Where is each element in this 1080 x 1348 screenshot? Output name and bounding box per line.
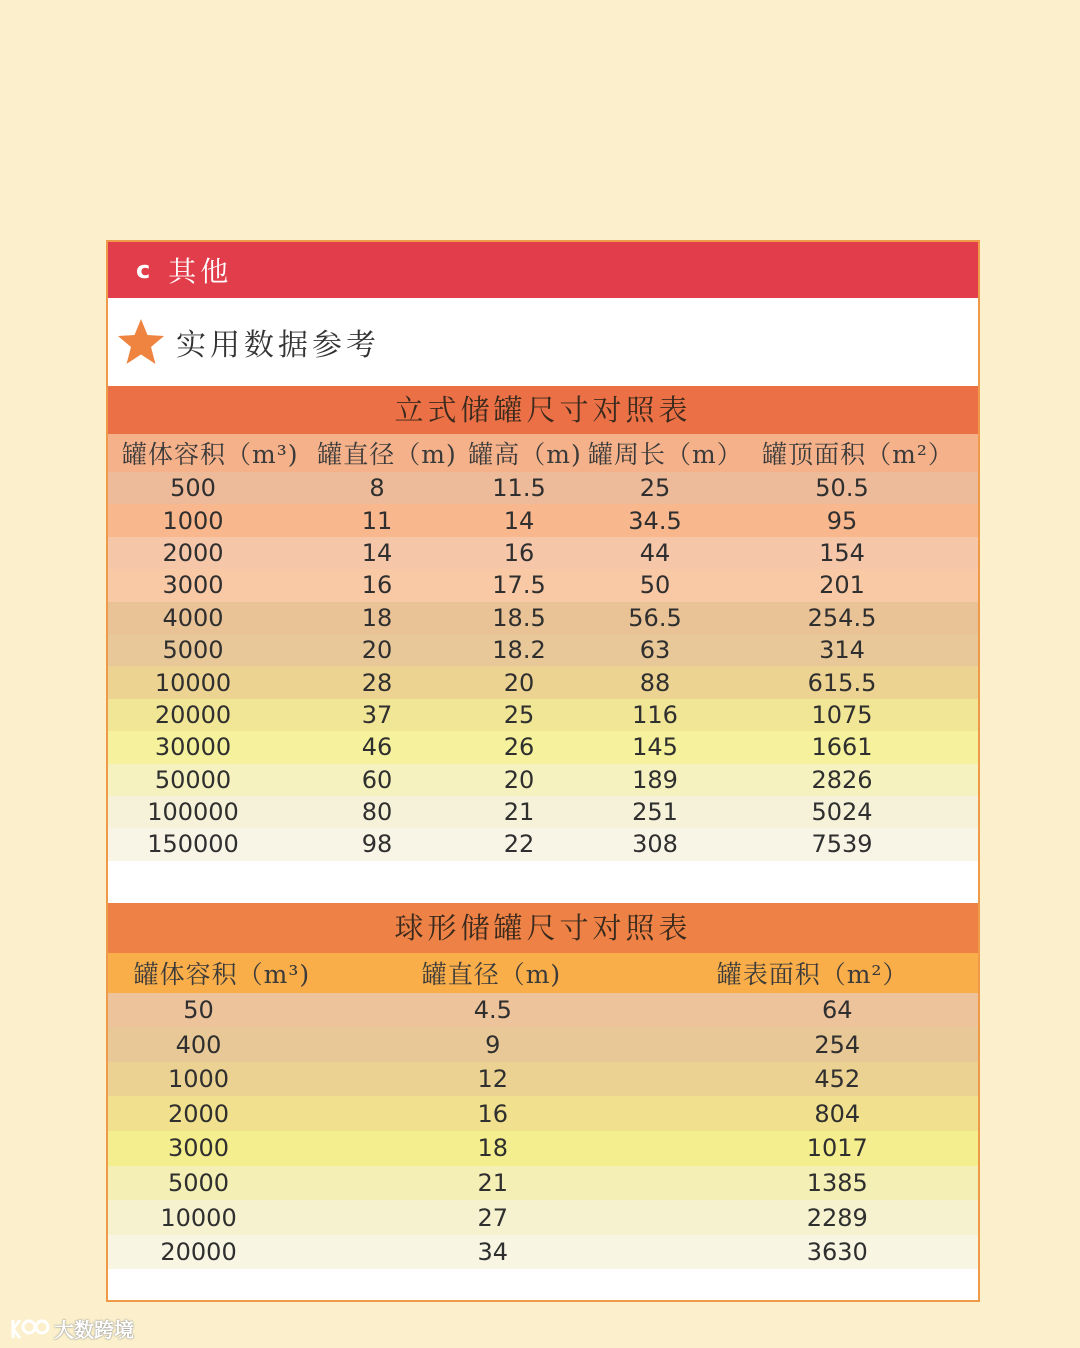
- table-row: [108, 731, 978, 763]
- watermark-logo-icon: [10, 1316, 50, 1342]
- table-cell: 1000: [168, 1065, 230, 1094]
- table-row: [108, 764, 978, 796]
- table-cell: 308: [632, 830, 678, 859]
- table-cell: 22: [503, 830, 535, 859]
- table-cell: 201: [819, 571, 865, 600]
- column-header: 罐体容积（m³): [133, 959, 311, 989]
- table-cell: 3630: [806, 1238, 868, 1267]
- column-header: 罐周长（m）: [588, 440, 743, 469]
- table-row: [108, 1131, 978, 1166]
- table-cell: 18: [361, 603, 393, 632]
- table-cell: 615.5: [807, 668, 877, 697]
- table-cell: 44: [639, 538, 671, 567]
- table-row: [108, 1027, 978, 1062]
- table-cell: 30000: [154, 733, 232, 762]
- table-cell: 64: [821, 995, 853, 1024]
- table-cell: 254.5: [807, 603, 877, 632]
- column-header: 罐体容积（m³): [122, 440, 299, 469]
- table-cell: 314: [819, 636, 865, 665]
- table-cell: 26: [503, 733, 535, 762]
- table-cell: 50: [183, 995, 214, 1024]
- table-cell: 3000: [162, 571, 224, 600]
- table-cell: 20000: [160, 1238, 237, 1267]
- table-cell: 46: [361, 733, 393, 762]
- column-header: 罐高（m): [468, 440, 582, 469]
- table-cell: 20000: [154, 700, 232, 729]
- table-cell: 2289: [806, 1203, 868, 1232]
- table-row: [108, 699, 978, 731]
- table-cell: 14: [503, 506, 535, 535]
- table-cell: 10000: [160, 1203, 237, 1232]
- vertical-tank-table: [108, 386, 978, 861]
- table-row: [108, 1235, 978, 1270]
- table-cell: 4.5: [473, 995, 512, 1024]
- table-cell: 16: [477, 1099, 509, 1128]
- section-title: 其他: [168, 255, 233, 288]
- sphere-table-body: [108, 993, 978, 1270]
- table-cell: 1017: [806, 1134, 868, 1163]
- section-header: [108, 242, 978, 298]
- subheading: [108, 298, 978, 386]
- table-cell: 56.5: [628, 603, 682, 632]
- table-cell: 12: [477, 1065, 509, 1094]
- table-cell: 804: [814, 1099, 861, 1128]
- table-cell: 50: [639, 571, 671, 600]
- table-cell: 25: [639, 474, 671, 503]
- table-row: [108, 472, 978, 504]
- table-cell: 20: [361, 636, 393, 665]
- table-cell: 18: [477, 1134, 509, 1163]
- table-cell: 11.5: [492, 474, 546, 503]
- table-row: [108, 537, 978, 569]
- table-cell: 452: [814, 1065, 861, 1094]
- table-cell: 16: [361, 571, 393, 600]
- table-cell: 34.5: [628, 506, 682, 535]
- table-cell: 27: [477, 1203, 509, 1232]
- star-icon: [116, 317, 166, 367]
- table-cell: 116: [632, 700, 678, 729]
- table-cell: 254: [814, 1030, 861, 1059]
- table-cell: 189: [632, 765, 678, 794]
- table-cell: 20: [503, 668, 535, 697]
- table-cell: 1661: [811, 733, 873, 762]
- table-cell: 1075: [811, 700, 873, 729]
- table-cell: 1385: [806, 1168, 868, 1197]
- table-cell: 400: [175, 1030, 222, 1059]
- table-cell: 10000: [154, 668, 232, 697]
- vertical-table-title: 立式储罐尺寸对照表: [108, 386, 978, 434]
- table-row: [108, 1166, 978, 1201]
- table-cell: 50.5: [815, 474, 869, 503]
- table-cell: 1000: [162, 506, 224, 535]
- sphere-table-header: [108, 953, 978, 993]
- table-row: [108, 828, 978, 860]
- table-cell: 5000: [168, 1168, 230, 1197]
- table-cell: 5024: [811, 798, 873, 827]
- table-cell: 100000: [147, 798, 239, 827]
- table-cell: 251: [632, 798, 678, 827]
- watermark: [10, 1314, 134, 1343]
- table-cell: 60: [361, 765, 393, 794]
- table-row: [108, 602, 978, 634]
- vertical-table-header: [108, 434, 978, 472]
- table-cell: 3000: [168, 1134, 230, 1163]
- column-header: 罐顶面积（m²）: [762, 440, 954, 469]
- table-cell: 18.5: [492, 603, 546, 632]
- table-cell: 21: [503, 798, 535, 827]
- table-cell: 63: [639, 636, 671, 665]
- table-cell: 5000: [162, 636, 224, 665]
- table-row: [108, 1062, 978, 1097]
- table-cell: 145: [632, 733, 678, 762]
- table-cell: 2000: [168, 1099, 230, 1128]
- table-row: [108, 569, 978, 601]
- table-cell: 88: [639, 668, 671, 697]
- table-cell: 98: [361, 830, 393, 859]
- column-header: 罐表面积（m²）: [716, 959, 909, 989]
- table-row: [108, 504, 978, 536]
- sphere-table-title: 球形储罐尺寸对照表: [108, 903, 978, 953]
- table-cell: 2000: [162, 538, 224, 567]
- table-cell: 8: [369, 474, 385, 503]
- table-cell: 25: [503, 700, 535, 729]
- table-cell: 14: [361, 538, 393, 567]
- table-row: [108, 1200, 978, 1235]
- table-cell: 50000: [154, 765, 232, 794]
- table-cell: 18.2: [492, 636, 546, 665]
- watermark-text: 大数跨境: [54, 1318, 134, 1342]
- section-letter: c: [136, 256, 151, 284]
- table-cell: 95: [826, 506, 858, 535]
- table-cell: 80: [361, 798, 393, 827]
- table-cell: 9: [485, 1030, 501, 1059]
- table-row: [108, 796, 978, 828]
- table-row: [108, 666, 978, 698]
- table-cell: 16: [503, 538, 535, 567]
- table-spacer: [108, 861, 978, 903]
- table-cell: 7539: [811, 830, 873, 859]
- table-cell: 150000: [147, 830, 239, 859]
- table-cell: 500: [170, 474, 216, 503]
- table-cell: 17.5: [492, 571, 546, 600]
- table-cell: 11: [361, 506, 393, 535]
- table-cell: 34: [477, 1238, 509, 1267]
- column-header: 罐直径（m): [421, 959, 562, 989]
- table-cell: 2826: [811, 765, 873, 794]
- subheading-text: 实用数据参考: [176, 328, 380, 363]
- table-cell: 4000: [162, 603, 224, 632]
- table-row: [108, 1096, 978, 1131]
- table-cell: 37: [361, 700, 393, 729]
- table-row: [108, 634, 978, 666]
- table-cell: 21: [477, 1168, 509, 1197]
- vertical-table-body: [108, 472, 978, 861]
- content-card: [106, 240, 980, 1302]
- sphere-tank-table: [108, 903, 978, 1270]
- table-cell: 20: [503, 765, 535, 794]
- table-cell: 154: [819, 538, 865, 567]
- column-header: 罐直径（m): [317, 440, 457, 469]
- table-row: [108, 993, 978, 1028]
- table-cell: 28: [361, 668, 393, 697]
